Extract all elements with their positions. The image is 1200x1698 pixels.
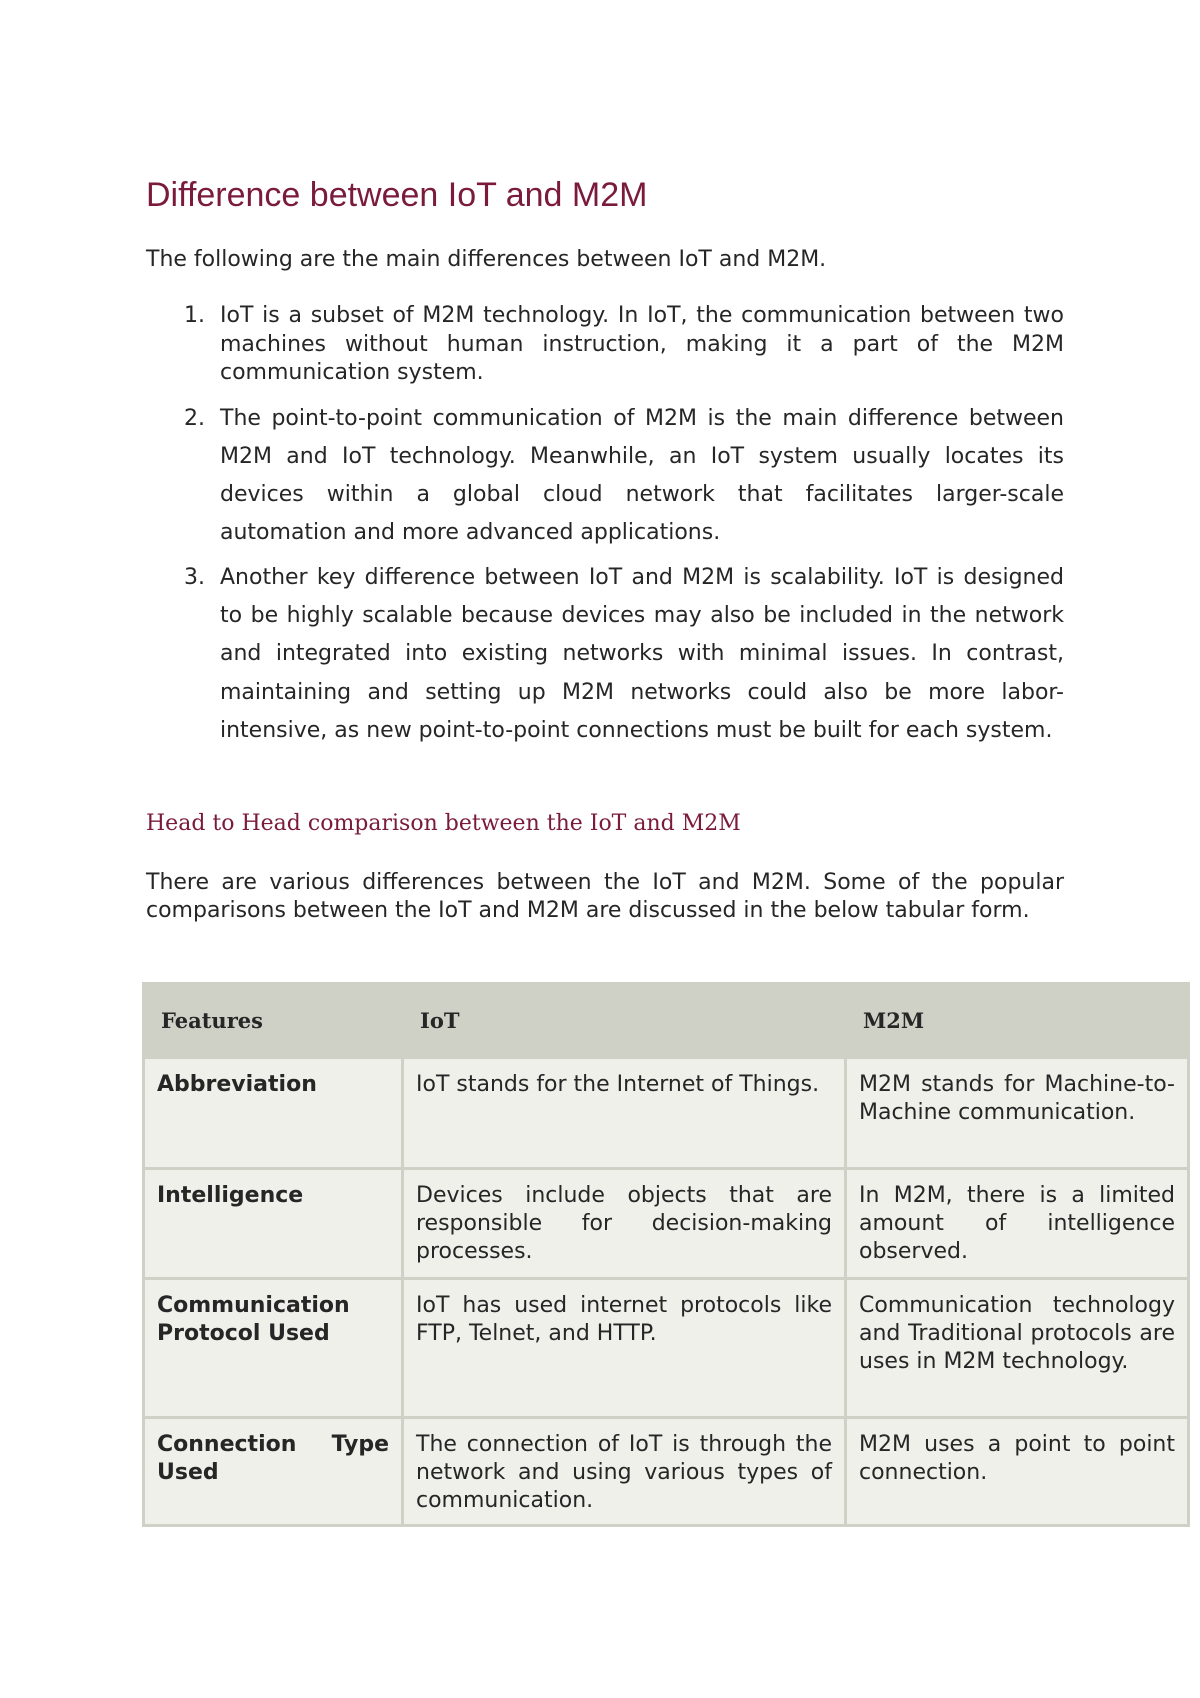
list-item: [164, 302, 1064, 388]
list-item-number: 1.: [184, 303, 205, 328]
m2m-cell: Communication technology and Traditional protocols are uses in M2M technology.: [846, 1279, 1189, 1418]
m2m-cell: In M2M, there is a limited amount of intelligence observed.: [846, 1169, 1189, 1279]
feature-cell: Intelligence: [144, 1169, 403, 1279]
comparison-table: [142, 982, 1190, 1527]
iot-cell: IoT has used internet protocols like FTP, Telnet, and HTTP.: [403, 1279, 846, 1418]
header-iot: IoT: [403, 984, 846, 1058]
m2m-cell: M2M uses a point to point connection.: [846, 1418, 1189, 1526]
table-row: [144, 1279, 1189, 1418]
header-features: Features: [144, 984, 403, 1058]
feature-cell: Connection Type Used: [144, 1418, 403, 1526]
list-item: [164, 559, 1064, 750]
table-row: [144, 1418, 1189, 1526]
list-item-text: The point-to-point communication of M2M is the main difference between M2M and IoT technology. Meanwhile, an IoT system usually locates its devices within a global cloud network that facilitates larger-scale automation and more advanced applications.: [220, 405, 1064, 546]
feature-cell: Communication Protocol Used: [144, 1279, 403, 1418]
table-row: [144, 1058, 1189, 1169]
m2m-cell: M2M stands for Machine-to-Machine communication.: [846, 1058, 1189, 1169]
iot-cell: Devices include objects that are responsible for decision-making processes.: [403, 1169, 846, 1279]
page-title: Difference between IoT and M2M: [146, 176, 648, 214]
differences-list: [164, 302, 1064, 756]
list-item-number: 3.: [184, 564, 205, 590]
table-header-row: [144, 984, 1189, 1058]
header-m2m: M2M: [846, 984, 1189, 1058]
feature-cell: Abbreviation: [144, 1058, 403, 1169]
intro-paragraph: The following are the main differences between IoT and M2M.: [146, 247, 827, 272]
table-intro-paragraph: There are various differences between the IoT and M2M. Some of the popular comparisons between the IoT and M2M are discussed in the below tabular form.: [146, 870, 1064, 923]
list-item-text: IoT is a subset of M2M technology. In IoT, the communication between two machines without human instruction, making it a part of the M2M communication system.: [220, 303, 1064, 385]
list-item: [164, 400, 1064, 553]
list-item-number: 2.: [184, 405, 205, 431]
table-row: [144, 1169, 1189, 1279]
list-item-text: Another key difference between IoT and M2M is scalability. IoT is designed to be highly scalable because devices may also be included in the network and integrated into existing networks with minimal issues. In contrast, maintaining and setting up M2M networks could also be more labor-intensive, as new point-to-point connections must be built for each system.: [220, 564, 1064, 743]
section-heading: Head to Head comparison between the IoT and M2M: [146, 811, 741, 836]
iot-cell: IoT stands for the Internet of Things.: [403, 1058, 846, 1169]
iot-cell: The connection of IoT is through the network and using various types of communication.: [403, 1418, 846, 1526]
